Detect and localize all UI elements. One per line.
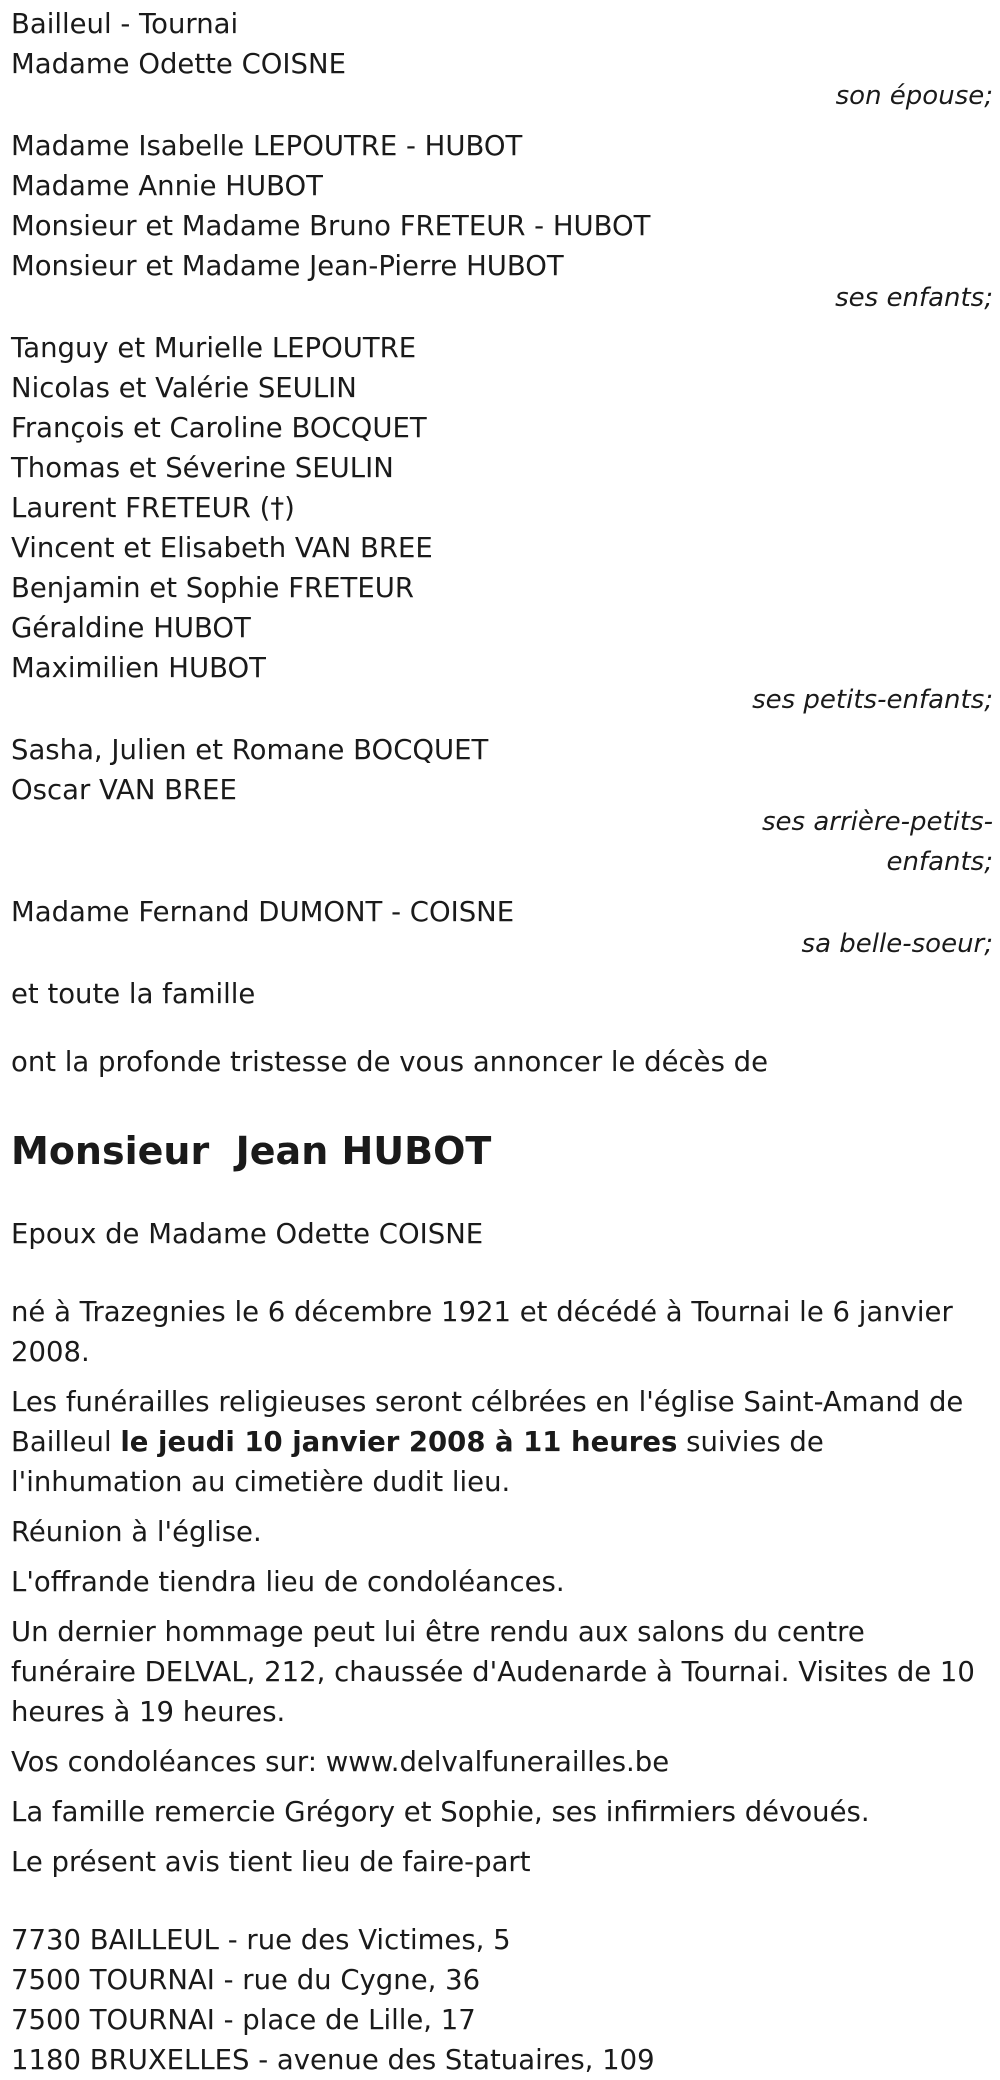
spouse-name: Madame Odette COISNE [11,48,346,80]
funeral-paragraph [11,1382,986,1502]
thanks-paragraph: La famille remercie Grégory et Sophie, ses infirmiers dévoués. [11,1796,870,1828]
address-line: 1180 BRUXELLES - avenue des Statuaires, 109 [11,2044,655,2076]
address-line: 7500 TOURNAI - rue du Cygne, 36 [11,1964,481,1996]
funeral-text-before: Les funérailles religieuses seront célbrées en l'église Saint-Amand de Bailleul [11,1386,964,1458]
obituary-content [11,4,993,2080]
grandchild-name: Benjamin et Sophie FRETEUR [11,572,414,604]
spouse-role: son épouse; [835,81,993,111]
announcement-intro: ont la profonde tristesse de vous annoncer le décès de [11,1046,769,1078]
great-grandchild-name: Oscar VAN BREE [11,774,237,806]
great-grandchildren-role-line1: ses arrière-petits- [762,807,993,837]
great-grandchildren-group [11,730,993,882]
birth-death-paragraph: né à Trazegnies le 6 décembre 1921 et décédé à Tournai le 6 janvier 2008. [11,1296,953,1368]
grandchild-name: Laurent FRETEUR (†) [11,492,295,524]
deceased-name: Monsieur Jean HUBOT [11,1129,492,1173]
grandchild-name: Thomas et Séverine SEULIN [11,452,394,484]
address-line: 7500 TOURNAI - place de Lille, 17 [11,2004,476,2036]
address-line: 7730 BAILLEUL - rue des Victimes, 5 [11,1924,511,1956]
child-name: Madame Isabelle LEPOUTRE - HUBOT [11,130,523,162]
child-name: Monsieur et Madame Jean-Pierre HUBOT [11,250,564,282]
location-heading: Bailleul - Tournai [11,8,239,40]
great-grandchildren-role-line2: enfants; [886,847,993,877]
grandchild-name: Maximilien HUBOT [11,652,266,684]
sister-in-law-name: Madame Fernand DUMONT - COISNE [11,896,515,928]
offering-paragraph: L'offrande tiendra lieu de condoléances. [11,1566,565,1598]
funeral-date-bold: le jeudi 10 janvier 2008 à 11 heures [120,1426,678,1458]
grandchild-name: Nicolas et Valérie SEULIN [11,372,357,404]
whole-family: et toute la famille [11,978,256,1010]
child-name: Monsieur et Madame Bruno FRETEUR - HUBOT [11,210,651,242]
grandchild-name: Vincent et Elisabeth VAN BREE [11,532,433,564]
children-group [11,126,993,318]
child-name: Madame Annie HUBOT [11,170,323,202]
grandchild-name: Géraldine HUBOT [11,612,251,644]
great-grandchild-name: Sasha, Julien et Romane BOCQUET [11,734,489,766]
grandchild-name: François et Caroline BOCQUET [11,412,427,444]
sister-in-law-group [11,892,993,964]
meeting-paragraph: Réunion à l'église. [11,1516,262,1548]
grandchildren-group [11,328,993,720]
sister-in-law-role: sa belle-soeur; [801,929,993,959]
children-role: ses enfants; [835,283,993,313]
spouse-group [11,44,993,116]
tribute-paragraph: Un dernier hommage peut lui être rendu aux salons du centre funéraire DELVAL, 212, chaussée d'Audenarde à Tournai. Visites de 10 heures à 19 heures. [11,1616,975,1728]
condolences-paragraph: Vos condoléances sur: www.delvalfunerailles.be [11,1746,670,1778]
spouse-of: Epoux de Madame Odette COISNE [11,1218,484,1250]
notice-paragraph: Le présent avis tient lieu de faire-part [11,1846,531,1878]
grandchild-name: Tanguy et Murielle LEPOUTRE [11,332,417,364]
grandchildren-role: ses petits-enfants; [752,685,993,715]
funeral-text-after: suivies de l'inhumation au cimetière dudit lieu. [11,1426,824,1498]
addresses-list [11,1920,993,2080]
